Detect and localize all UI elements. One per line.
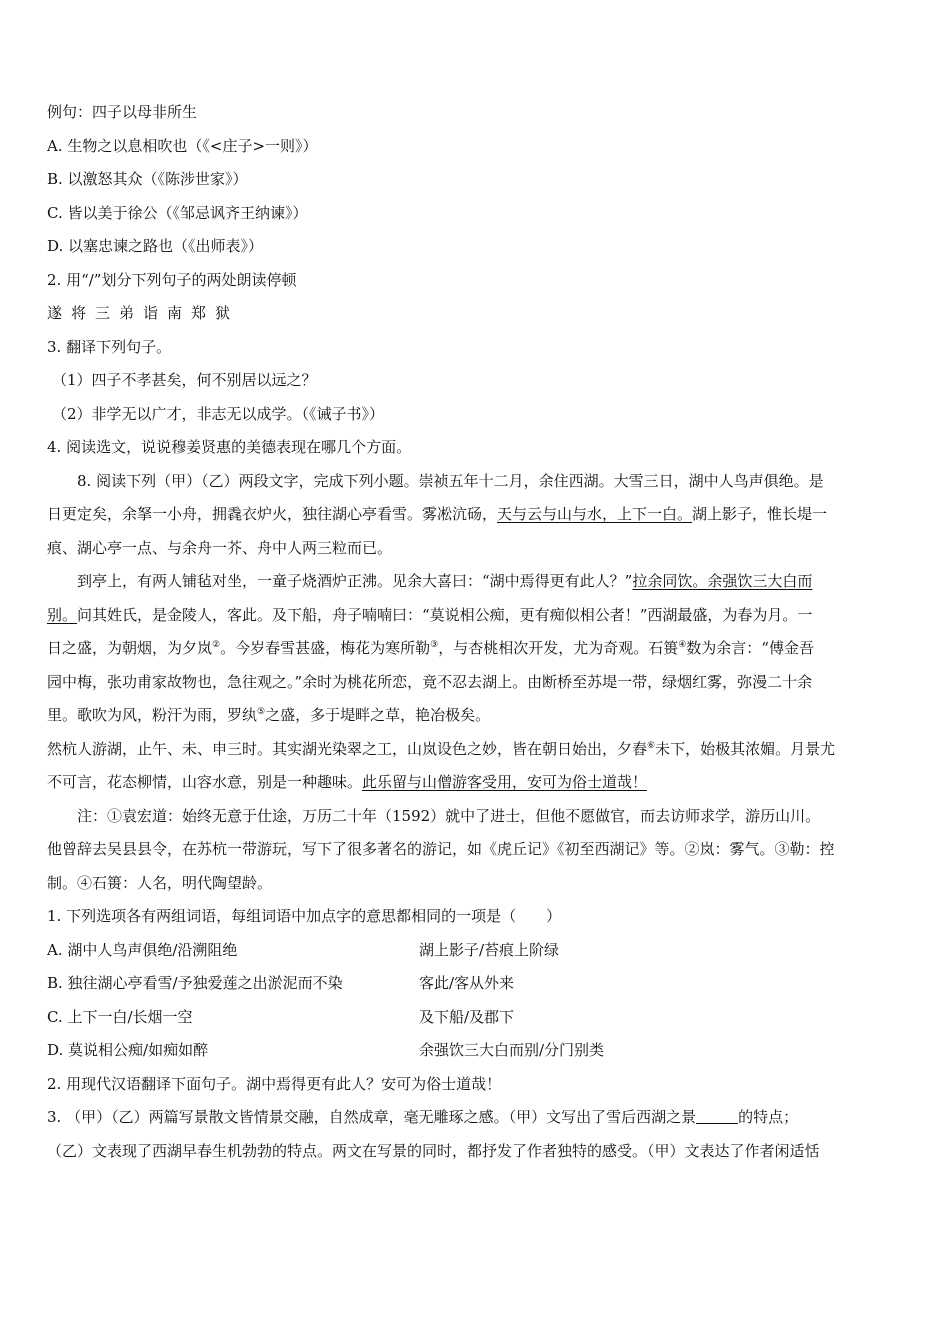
footnote-mark: ③ bbox=[430, 640, 439, 650]
document-page bbox=[47, 96, 907, 1168]
passage-jia-line-2 bbox=[47, 498, 907, 532]
passage-jia-line-4 bbox=[47, 565, 907, 599]
underlined-sentence: 别。 bbox=[47, 605, 78, 624]
choice-c-right: 及下船/及郡下 bbox=[419, 1007, 515, 1026]
choice-row-a bbox=[47, 934, 907, 968]
notes-line-1: 注：①袁宏道：始终无意于仕途，万历二十年（1592）就中了进士，但他不愿做官，而去访师求学，游历山川。 bbox=[77, 806, 821, 825]
passage-text: 问其姓氏，是金陵人，客此。及下船，舟子喃喃曰：“莫说相公痴，更有痴似相公者！”西湖最盛，为春为月。一 bbox=[77, 605, 813, 624]
choice-d-left: D. 莫说相公痴/如痴如醉 bbox=[47, 1041, 209, 1059]
question-2-sentence: 遂将三弟诣南郑狱 bbox=[47, 304, 240, 322]
passage-text: 湖上影子，惟长堤一 bbox=[692, 505, 828, 523]
choice-c-left: C. 上下一白/长烟一空 bbox=[47, 1007, 193, 1026]
underlined-sentence: 此乐留与山僧游客受用，安可为俗士道哉！ bbox=[362, 773, 648, 791]
option-d: D. 以塞忠谏之路也（《出师表》） bbox=[47, 237, 264, 255]
question-3-item-1: （1）四子不孝甚矣，何不别居以远之？ bbox=[52, 371, 317, 389]
question-4-prompt: 4. 阅读选文，说说穆姜贤惠的美德表现在哪几个方面。 bbox=[47, 438, 412, 456]
question-2-prompt: 2. 用“/”划分下列句子的两处朗读停顿 bbox=[47, 270, 297, 289]
passage-text: 然杭人游湖，止午、未、申三时。其实湖光染翠之工，山岚设色之妙，皆在朝日始出，夕舂 bbox=[47, 739, 648, 758]
question-3-item-2: （2）非学无以广才，非志无以成学。（《诫子书》） bbox=[52, 404, 385, 423]
underlined-sentence: 天与云与山与水，上下一白。 bbox=[497, 505, 693, 523]
footnote-mark: ④ bbox=[678, 640, 687, 650]
passage-text: 未下，始极其浓媚。月景尤 bbox=[655, 739, 836, 758]
passage-yi-line-10 bbox=[47, 766, 907, 800]
choice-row-c bbox=[47, 1001, 907, 1035]
passage-text: 。今岁春雪甚盛，梅花为寒所勒 bbox=[220, 639, 431, 657]
passage-yi-line-7: 园中梅，张功甫家故物也，急往观之。”余时为桃花所恋，竟不忍去湖上。由断桥至苏堤一带，绿烟红雾，弥漫二十余 bbox=[47, 672, 813, 691]
passage-text: 日更定矣，余拏一小舟，拥毳衣炉火，独往湖心亭看雪。雾凇沆砀， bbox=[47, 505, 498, 523]
choice-row-b bbox=[47, 967, 907, 1001]
question-3-prompt: 3. 翻译下列句子。 bbox=[47, 337, 172, 356]
passage-text: 之盛，多于堤畔之草，艳冶极矣。 bbox=[265, 706, 491, 724]
choice-row-d bbox=[47, 1034, 907, 1068]
passage-text: 数为余言：“傅金吾 bbox=[686, 639, 814, 657]
option-b: B. 以激怒其众（《陈涉世家》） bbox=[47, 170, 248, 188]
passage-text: 到亭上，有两人铺毡对坐，一童子烧酒炉正沸。见余大喜曰：“湖中焉得更有此人？” bbox=[77, 572, 633, 590]
passage-yi-line-6 bbox=[47, 632, 907, 666]
question-8-2-prompt: 2. 用现代汉语翻译下面句子。湖中焉得更有此人？安可为俗士道哉！ bbox=[47, 1074, 502, 1093]
question-8-3-line-2: （乙）文表现了西湖早春生机勃勃的特点。两文在写景的同时，都抒发了作者独特的感受。（甲）文表达了作者闲适恬 bbox=[47, 1141, 820, 1160]
notes-line-2: 他曾辞去吴县县令，在苏杭一带游玩，写下了很多著名的游记，如《虎丘记》《初至西湖记》等。②岚：雾气。③勒：控 bbox=[47, 840, 835, 858]
footnote-mark: ⑤ bbox=[257, 707, 266, 717]
choice-d-right: 余强饮三大白而别/分门别类 bbox=[419, 1041, 605, 1059]
option-c: C. 皆以美于徐公（《邹忌讽齐王纳谏》） bbox=[47, 203, 308, 222]
passage-text: 里。歌吹为风，粉汗为雨，罗纨 bbox=[47, 706, 258, 724]
question-8-3-line-1 bbox=[47, 1101, 907, 1135]
passage-text: 日之盛，为朝烟，为夕岚 bbox=[47, 639, 213, 657]
choice-b-left: B. 独往湖心亭看雪/予独爱莲之出淤泥而不染 bbox=[47, 974, 343, 992]
passage-text: ，与杏桃相次开发，尤为奇观。石篑 bbox=[438, 639, 679, 657]
question-text: 的特点； bbox=[738, 1108, 799, 1126]
footnote-mark: ⑥ bbox=[647, 740, 656, 751]
notes-line-3: 制。④石篑：人名，明代陶望龄。 bbox=[47, 873, 273, 892]
fill-in-blank[interactable] bbox=[696, 1101, 738, 1124]
passage-yi-line-9 bbox=[47, 733, 907, 767]
choice-a-right: 湖上影子/苔痕上阶绿 bbox=[419, 940, 560, 959]
choice-b-right: 客此/客从外来 bbox=[419, 974, 515, 992]
example-sentence: 例句：四子以母非所生 bbox=[47, 103, 198, 121]
footnote-mark: ② bbox=[212, 640, 221, 650]
passage-jia-line-5 bbox=[47, 599, 907, 633]
choice-a-left: A. 湖中人鸟声俱绝/沿溯阻绝 bbox=[47, 940, 238, 959]
passage-yi-line-8 bbox=[47, 699, 907, 733]
option-a: A. 生物之以息相吹也（《<庄子>一则》） bbox=[47, 136, 318, 155]
passage-text: 不可言，花态柳情，山容水意，别是一种趣味。 bbox=[47, 773, 363, 791]
passage-jia-line-1: 8. 阅读下列（甲）（乙）两段文字，完成下列小题。崇祯五年十二月，余住西湖。大雪三日，湖中人鸟声俱绝。是 bbox=[77, 471, 824, 490]
question-text: 3. （甲）（乙）两篇写景散文皆情景交融，自然成章，毫无雕琢之感。（甲）文写出了雪后西湖之景 bbox=[47, 1108, 697, 1126]
passage-jia-line-3: 痕、湖心亭一点、与余舟一芥、舟中人两三粒而已。 bbox=[47, 538, 393, 557]
question-8-1-prompt: 1. 下列选项各有两组词语，每组词语中加点字的意思都相同的一项是（ ） bbox=[47, 907, 562, 925]
underlined-sentence: 拉余同饮。余强饮三大白而 bbox=[632, 572, 813, 590]
